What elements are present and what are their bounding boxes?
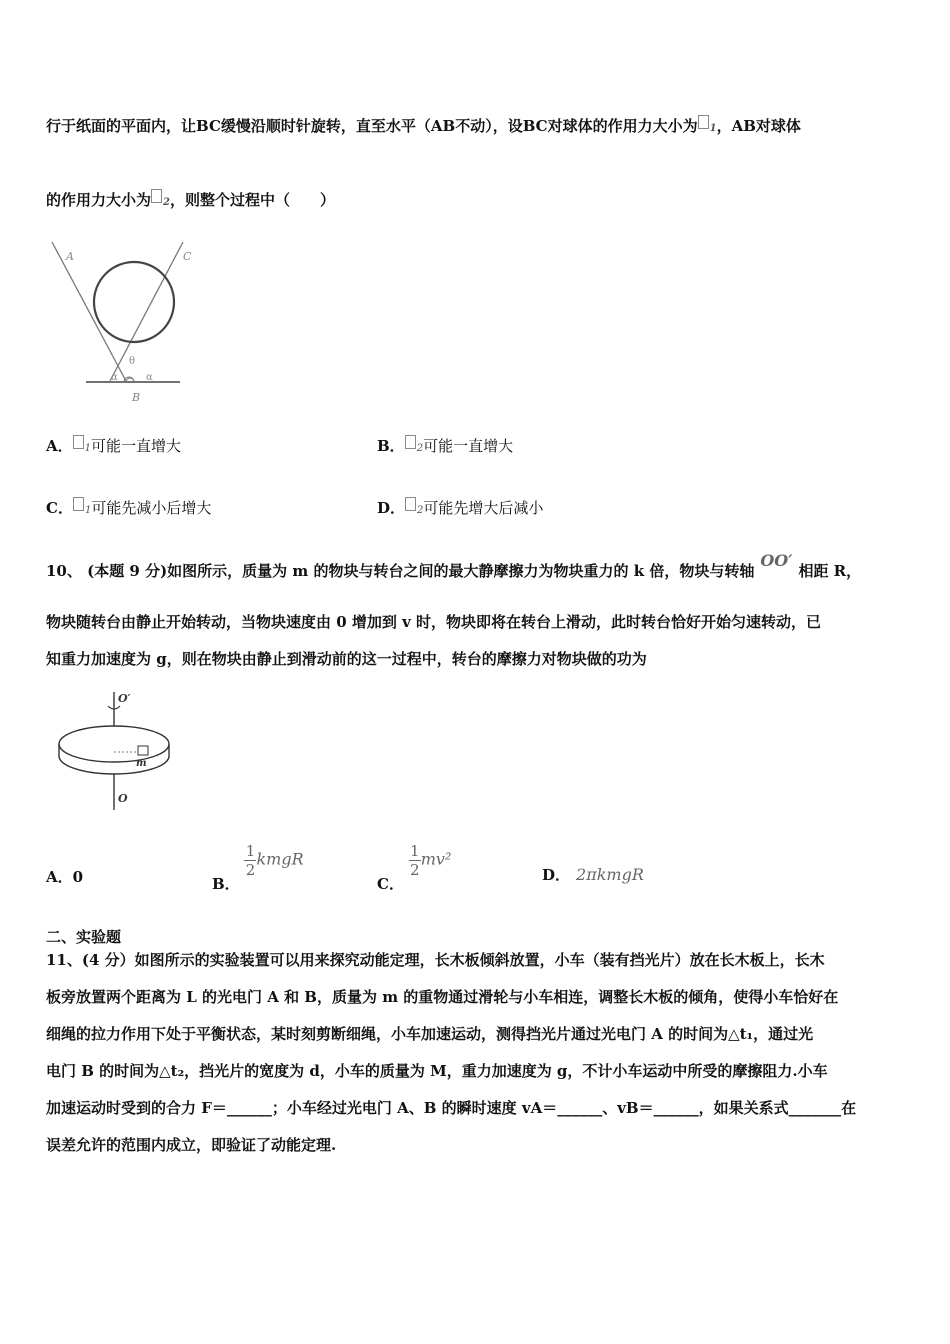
placeholder-icon (73, 497, 84, 511)
q10-option-b: B． $\frac{1}{2}$ kmgR (212, 842, 304, 893)
q9-option-d: D． 2可能先增大后减小 (377, 499, 544, 517)
q10-option-c: C． $\frac{1}{2}$ mv² (377, 842, 452, 893)
q9-option-c: C． 1可能先减小后增大 (46, 499, 212, 517)
q10-line1: 10、 (本题 9 分)如图所示，质量为 m 的物块与转台之间的最大静摩擦力为物块重力的 k 倍，物块与转轴OO′相距 R， (46, 551, 862, 580)
placeholder-icon (151, 189, 162, 203)
label-a: A (66, 250, 74, 263)
label-alpha-right: α (146, 372, 153, 383)
q11-line: 加速运动时受到的合力 F＝______；小车经过光电门 A、B 的瞬时速度 vA＝______、vB＝______，如果关系式_______在 (46, 1099, 857, 1117)
label-b: B (132, 391, 141, 404)
q11-line: 板旁放置两个距离为 L 的光电门 A 和 B，质量为 m 的重物通过滑轮与小车相连，调整长木板的倾角，使得小车恰好在 (46, 988, 839, 1006)
q9-ball-figure (48, 236, 192, 406)
q11-paragraph (46, 942, 908, 1164)
q10-axis: OO′ (760, 551, 793, 570)
label-theta: θ (129, 356, 136, 367)
placeholder-icon (698, 115, 709, 129)
label-alpha-left: α (111, 372, 118, 383)
q9-line1: 行于纸面的平面内，让BC缓慢沿顺时针旋转，直至水平（AB不动），设BC对球体的作用力大小为 1，AB对球体 (46, 117, 801, 135)
q10-line3: 知重力加速度为 g，则在物块由静止到滑动前的这一过程中，转台的摩擦力对物块做的功为 (46, 650, 647, 668)
q11-line: 细绳的拉力作用下处于平衡状态，某时刻剪断细绳，小车加速运动，测得挡光片通过光电门 A 的时间为△t₁，通过光 (46, 1025, 814, 1043)
q9-option-a: A． 1可能一直增大 (46, 437, 182, 455)
placeholder-icon (405, 497, 416, 511)
placeholder-icon (405, 435, 416, 449)
fraction: $\frac{1}{2}$ (245, 842, 256, 879)
fraction: $\frac{1}{2}$ (409, 842, 420, 879)
q9-line2: 的作用力大小为 2，则整个过程中（ ） (46, 191, 335, 209)
q10-option-a: A．0 (46, 868, 84, 886)
q10-option-d: D． 2πkmgR (542, 865, 644, 884)
label-c: C (183, 250, 192, 263)
q10-line2: 物块随转台由静止开始转动，当物块速度由 0 增加到 v 时，物块即将在转台上滑动，此时转台恰好开始匀速转动，已 (46, 613, 822, 631)
label-mass: m (136, 758, 147, 769)
section-title: 二、实验题 (46, 928, 122, 946)
label-bottom-axis: O (118, 792, 128, 805)
label-top-axis: O′ (118, 692, 131, 705)
placeholder-icon (73, 435, 84, 449)
q11-line: 电门 B 的时间为△t₂，挡光片的宽度为 d，小车的质量为 M，重力加速度为 g，不计小车运动中所受的摩擦阻力.小车 (46, 1062, 828, 1080)
q10-turntable-figure (52, 688, 182, 812)
q11-line: 误差允许的范围内成立，即验证了动能定理. (46, 1136, 337, 1154)
q9-option-b: B． 2可能一直增大 (377, 437, 514, 455)
q11-line: 11、(4 分）如图所示的实验装置可以用来探究动能定理，长木板倾斜放置，小车（装有挡光片）放在长木板上，长木 (46, 951, 825, 969)
